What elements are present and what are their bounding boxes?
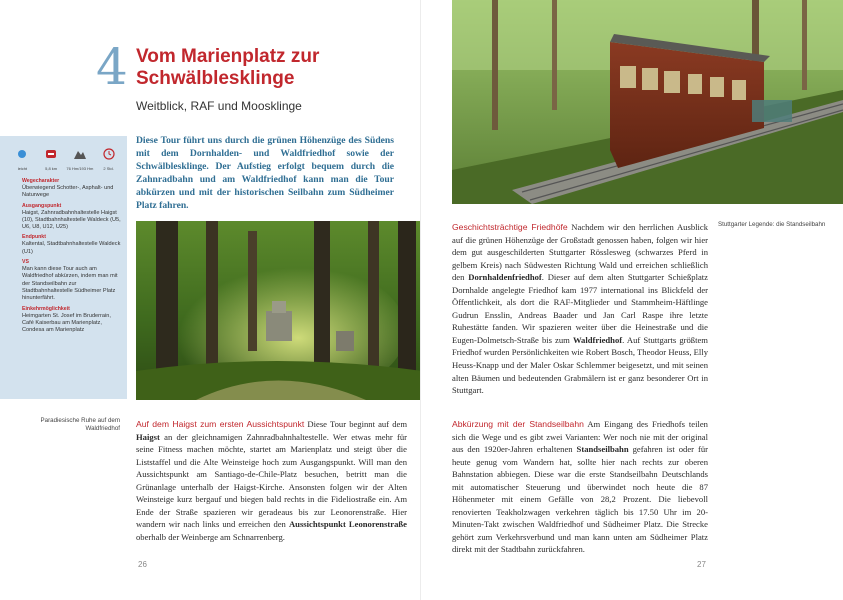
info-block-food — [0, 306, 127, 335]
fact-difficulty-label: leicht — [17, 166, 28, 171]
info-heading: Ausgangspunkt — [22, 202, 62, 209]
forest-cemetery-photo — [136, 221, 422, 400]
info-block-path — [0, 178, 127, 200]
fact-elevation-label: 76 Hm/193 Hm — [66, 166, 94, 171]
info-block-variant — [0, 259, 127, 302]
place-name: Aussichtspunkt Leonorenstraße — [288, 519, 407, 530]
section-text: . Auf Stuttgarts größtem Friedhof wurden Persönlichkeiten wie Robert Bosch, Theodor Heuss, Elly Heuss-Knapp und der Maler Oskar Schlemmer beigesetzt, und mit seinen alten Bäumen und bedeutenden Grabmälern ist er ganz besonderer Ort in Stuttgart. — [452, 334, 708, 396]
section-text: gefahren ist oder für heute genug vom Wandern hat, sollte hier nach rechts zur oberen Bahnstation abbiegen. Diese war die erste Standseilbahn Deutschlands mit automatischer Steuerung und überwindet noch heute die 87 Höhenmeter mit einem Gefälle von 28,2 Prozent. Die liebevoll renovierten Teakholzwagen verkehren täglich bis 17.50 Uhr im 20-Minuten-Takt zwischen Waldfriedhof und Südheimer Platz. Die Strecke gehört zum Verkehrsverbund und man kann unten am Südheimer Platz direkt mit der Stadtbahn zurückfahren. — [452, 444, 709, 555]
fact-difficulty — [11, 148, 34, 171]
time-clock-icon — [103, 148, 115, 160]
distance-icon — [45, 148, 57, 160]
info-text: Haigst, Zahnradbahnhaltestelle Haigst (10), Stadtbahnhaltestelle Waldeck (U5, U6, U8, U12, U25) — [22, 209, 121, 231]
fact-elevation — [66, 148, 94, 171]
section-heading: Auf dem Haigst zum ersten Aussichtspunkt — [136, 419, 305, 429]
funicular-image — [452, 0, 843, 204]
section-friedhoefe — [452, 221, 708, 397]
fact-time — [97, 148, 120, 171]
info-text: Überwiegend Schotter-, Asphalt- und Naturwege — [22, 185, 114, 199]
info-heading: Wegecharakter — [22, 178, 60, 184]
chapter-title: Vom Marienplatz zur Schwälblesklinge — [136, 46, 320, 89]
info-heading: VS — [22, 259, 29, 266]
forest-cemetery-image — [136, 221, 422, 400]
place-name: Standseilbahn — [576, 444, 629, 455]
fact-distance — [40, 148, 63, 171]
funicular-photo — [452, 0, 843, 204]
tour-facts — [0, 136, 127, 175]
section-haigst — [136, 418, 407, 543]
fact-distance-label: 5,8 km — [45, 166, 58, 171]
elevation-icon — [74, 148, 86, 160]
section-text: oberhalb der Weinberge am Schnarrenberg. — [136, 531, 285, 542]
funicular-photo-caption: Stuttgarter Legende: die Standseilbahn — [718, 221, 826, 228]
section-text: . Dieser auf dem alten Stuttgarter Schießplatz Dornhalde angelegte Friedhof kam 1977 international ins Blickfeld der Öffentlichkeit, als dort die RAF-Mitglieder und Stammheim-Häftlinge Gudrun Ensslin, Andreas Baader und Jan Carl Raspe ihre letzte Ruhestätte fanden. Wir spazieren weiter über die Heinestraße und die Eugen-Dolmetsch-Straße bis zum — [452, 272, 708, 345]
section-standseilbahn — [452, 418, 708, 556]
section-text: Am Eingang des Friedhofs teilen sich die Wege und es gibt zwei Varianten: Wer noch nie mit der original aus den 1920er-Jahren erhaltenen — [452, 419, 708, 455]
info-text: Kaltental, Stadtbahnhaltestelle Waldeck (U1) — [22, 241, 121, 255]
left-page — [0, 0, 421, 600]
chapter-subtitle: Weitblick, RAF und Moosklinge — [136, 99, 302, 113]
fact-time-label: 2 Std. — [103, 166, 114, 171]
chapter-number: 4 — [96, 38, 128, 96]
section-heading: Geschichtsträchtige Friedhöfe — [452, 222, 568, 232]
info-text: Heimgarten St. Josef im Bruderrain, Café Kaiserbau am Marienplatz, Condesa am Marienplatz — [22, 312, 111, 334]
place-name: Haigst — [136, 431, 160, 442]
section-heading: Abkürzung mit der Standseilbahn — [452, 419, 584, 429]
forest-photo-caption: Paradiesische Ruhe auf dem Waldfriedhof — [40, 417, 120, 432]
page-number-right: 27 — [697, 560, 706, 569]
intro-paragraph: Diese Tour führt uns durch die grünen Höhenzüge des Südens mit dem Dornhalden- und Waldfriedhof sowie der Schwälblesklinge. Der Aufstieg erfolgt bequem durch die Zahnradbahn und am Waldfriedhof kann man die Tour abkürzen und mit der historischen Seilbahn zum Südheimer Platz fahren. — [136, 135, 394, 211]
difficulty-dot-icon — [16, 148, 28, 160]
page-number-left: 26 — [138, 560, 147, 569]
place-name: Waldfriedhof — [572, 334, 623, 345]
info-heading: Einkehrmöglichkeit — [22, 305, 70, 312]
info-text: Man kann diese Tour auch am Waldfriedhof abkürzen, indem man mit der Standseilbahn zur Stadtbahnhaltestelle Südheimer Platz hinunterfährt. — [22, 266, 118, 302]
section-text: Diese Tour beginnt auf dem — [307, 419, 408, 429]
info-heading: Endpunkt — [22, 234, 46, 241]
section-text: Nachdem wir den herrlichen Ausblick auf die grünen Höhenzüge der Großstadt genossen haben, folgen wir hier dem gut ausgeschilderten Stuttgarter Rösslesweg (schwarzes Pferd in gelbem Kreis) nach Südwesten Richtung Wald und erreichen schließlich den — [452, 222, 708, 283]
tour-info-sidebar — [0, 136, 127, 399]
place-name: Dornhaldenfriedhof — [468, 272, 542, 283]
info-block-end — [0, 234, 127, 256]
section-text: an der gleichnamigen Zahnradbahnhaltestelle. Wer etwas mehr für seine Fitness machen möchte, startet am Marienplatz und steigt über die Liststaffel und die Alte Weinsteige hoch zum Ausgangspunkt. Will man den Aussichtspunkt am Santiago-de-Chile-Platz besuchen, betritt man die Grünanlage unterhalb der Haigst-Kirche. Ansonsten folgen wir der Alten Weinsteige kurz bergauf und biegen bald rechts in die Fideliostraße ein. Am Ende der Straße spazieren wir geradeaus bis zur Leonorenstraße. Hier wandern wir nach links und erreichen den — [136, 431, 407, 530]
info-block-start — [0, 203, 127, 232]
